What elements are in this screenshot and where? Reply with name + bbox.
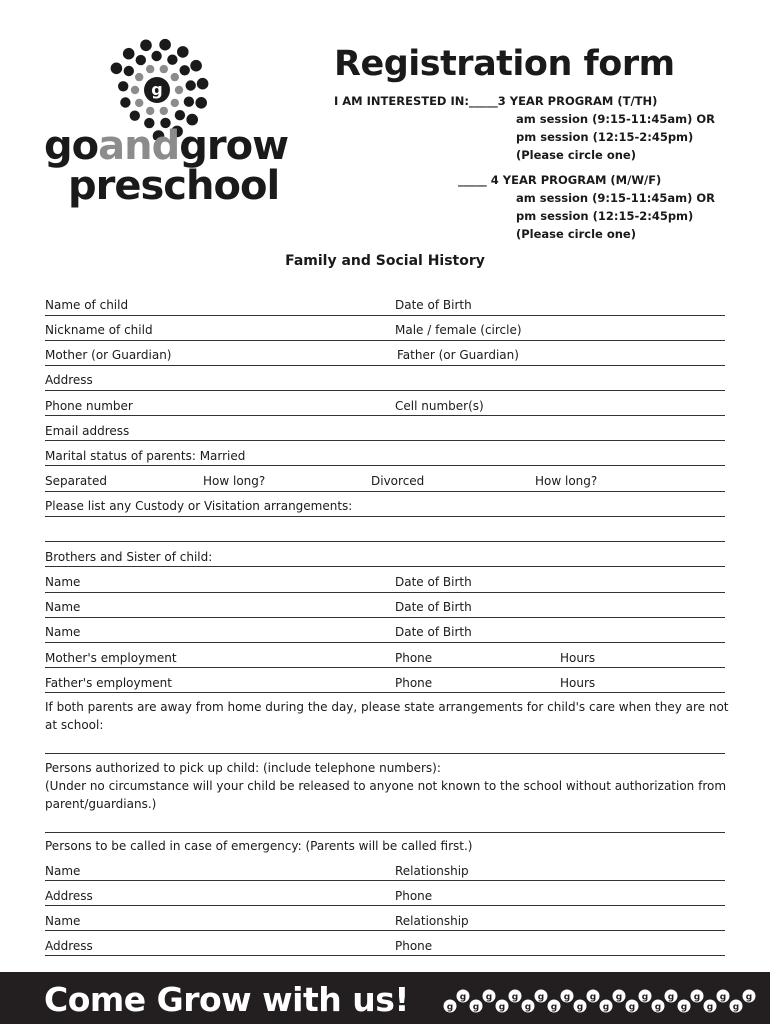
field-label-emergency-1-phone: Phone	[395, 889, 433, 903]
logo-dot	[130, 111, 140, 121]
logo-word-grow: grow	[179, 123, 289, 169]
field-label-mother-hours: Hours	[560, 651, 596, 665]
row-care-arrangements[interactable]	[45, 736, 725, 754]
field-label-emergency-2-phone: Phone	[395, 939, 433, 953]
field-label-emergency-1-address: Address	[45, 889, 93, 903]
row-emergency-2-name[interactable]	[45, 913, 725, 931]
logo-dot	[184, 97, 194, 107]
program2-blank[interactable]: _____	[458, 173, 487, 187]
logo-dot	[118, 81, 128, 91]
row-custody-extra[interactable]	[45, 524, 725, 542]
footer-g-letter: g	[537, 992, 545, 1003]
field-label-sibling-2-name: Name	[45, 600, 81, 614]
logo-dot	[195, 97, 207, 109]
program1-pm: pm session (12:15-2:45pm)	[516, 130, 694, 144]
footer-g-letter: g	[602, 1002, 610, 1013]
footer-g-letter: g	[667, 992, 675, 1003]
row-sibling-3[interactable]	[45, 625, 725, 643]
row-emergency-1-name[interactable]	[45, 863, 725, 881]
row-email[interactable]	[45, 423, 725, 441]
field-label-sibling-3-dob: Date of Birth	[395, 625, 472, 639]
logo-word-go: go	[44, 123, 99, 169]
footer-g-letter: g	[641, 992, 649, 1003]
logo-word-and: and	[98, 123, 180, 169]
field-label-sibling-1-dob: Date of Birth	[395, 575, 472, 589]
logo-dot	[186, 80, 196, 90]
field-label-pickup-note: (Under no circumstance will your child be released to anyone not known to the school without authorization from parent/guardians.)	[45, 779, 727, 811]
footer-g-letter: g	[485, 992, 493, 1003]
field-label-emergency-1-relationship: Relationship	[395, 864, 469, 878]
logo-dot	[123, 48, 135, 60]
logo-dot	[167, 55, 177, 65]
row-child-name[interactable]	[45, 298, 725, 316]
field-label-date-of-birth: Date of Birth	[395, 298, 472, 312]
interest-label: I AM INTERESTED IN:	[334, 94, 469, 108]
field-label-email: Email address	[45, 424, 130, 438]
field-label-how-long-2: How long?	[535, 474, 598, 488]
field-label-separated: Separated	[45, 474, 107, 488]
program1-am: am session (9:15-11:45am) OR	[516, 112, 715, 126]
logo-dot	[120, 97, 130, 107]
field-label-mother: Mother (or Guardian)	[45, 348, 172, 362]
program2-label: 4 YEAR PROGRAM (M/W/F)	[490, 173, 662, 187]
field-label-father-employment: Father's employment	[45, 676, 172, 690]
field-label-address: Address	[45, 373, 93, 387]
footer-g-letter: g	[693, 992, 701, 1003]
logo-dots-icon	[0, 0, 230, 140]
field-label-custody: Please list any Custody or Visitation arrangements:	[45, 499, 353, 513]
footer-g-letter: g	[680, 1002, 688, 1013]
field-label-emergency: Persons to be called in case of emergency: (Parents will be called first.)	[45, 839, 473, 853]
program2-line	[458, 171, 661, 189]
footer-slogan: Come Grow with us!	[44, 980, 409, 1019]
footer-g-letter: g	[706, 1002, 714, 1013]
logo-dot	[180, 65, 190, 75]
logo-dot	[160, 107, 168, 115]
logo-wordmark-top	[44, 124, 288, 168]
field-label-emergency-2-relationship: Relationship	[395, 914, 469, 928]
footer-g-letter: g	[745, 992, 753, 1003]
row-emergency-2-address[interactable]	[45, 938, 725, 956]
field-label-sibling-2-dob: Date of Birth	[395, 600, 472, 614]
logo-dot	[111, 63, 123, 75]
field-label-sibling-3-name: Name	[45, 625, 81, 639]
footer-g-letter: g	[732, 1002, 740, 1013]
section-title: Family and Social History	[285, 253, 485, 269]
field-label-emergency-2-name: Name	[45, 914, 81, 928]
program2-am: am session (9:15-11:45am) OR	[516, 191, 715, 205]
field-label-mother-phone: Phone	[395, 651, 433, 665]
footer-g-letter: g	[459, 992, 467, 1003]
field-label-sibling-1-name: Name	[45, 575, 81, 589]
interest-line	[334, 92, 657, 110]
field-label-how-long-1: How long?	[203, 474, 266, 488]
row-phone[interactable]	[45, 398, 725, 416]
logo-dot	[175, 86, 183, 94]
logo-dot	[135, 73, 143, 81]
row-sibling-1[interactable]	[45, 575, 725, 593]
logo-dot	[146, 107, 154, 115]
footer-g-letter: g	[511, 992, 519, 1003]
logo-dot	[151, 51, 161, 61]
field-label-emergency-1-name: Name	[45, 864, 81, 878]
field-label-care-arrangements: If both parents are away from home during the day, please state arrangements for child's care when they are not at school:	[45, 700, 729, 732]
logo-dot	[175, 110, 185, 120]
logo-dot	[140, 40, 152, 52]
logo-dot	[171, 99, 179, 107]
logo-dot	[146, 65, 154, 73]
field-label-father: Father (or Guardian)	[397, 348, 519, 362]
row-pickup[interactable]	[45, 815, 725, 833]
footer-g-letter: g	[472, 1002, 480, 1013]
program1-label: 3 YEAR PROGRAM (T/TH)	[497, 94, 658, 108]
field-label-father-phone: Phone	[395, 676, 433, 690]
field-label-marital-status: Marital status of parents: Married	[45, 449, 246, 463]
row-address[interactable]	[45, 373, 725, 391]
footer-g-letter: g	[563, 992, 571, 1003]
field-label-divorced: Divorced	[371, 474, 425, 488]
field-label-gender: Male / female (circle)	[395, 323, 522, 337]
field-label-phone-number: Phone number	[45, 399, 133, 413]
logo-dot	[131, 86, 139, 94]
footer-g-letter: g	[589, 992, 597, 1003]
footer-g-letter: g	[498, 1002, 506, 1013]
program2-pm: pm session (12:15-2:45pm)	[516, 209, 694, 223]
row-sibling-2[interactable]	[45, 600, 725, 618]
field-label-pickup: Persons authorized to pick up child: (include telephone numbers):	[45, 761, 441, 775]
logo-dot	[136, 55, 146, 65]
footer-g-letter: g	[576, 1002, 584, 1013]
footer-g-letter: g	[550, 1002, 558, 1013]
logo-dot	[171, 73, 179, 81]
field-label-father-hours: Hours	[560, 676, 596, 690]
footer-g-pattern-icon	[440, 978, 762, 1020]
logo-dot	[190, 60, 202, 72]
field-label-siblings: Brothers and Sister of child:	[45, 550, 213, 564]
program1-note: (Please circle one)	[516, 148, 636, 162]
program2-note: (Please circle one)	[516, 227, 636, 241]
logo-dot	[135, 99, 143, 107]
program1-blank[interactable]: _____	[468, 94, 498, 108]
row-emergency-1-address[interactable]	[45, 888, 725, 906]
logo-dot	[160, 65, 168, 73]
footer-g-letter: g	[615, 992, 623, 1003]
field-label-mother-employment: Mother's employment	[45, 651, 177, 665]
footer-g-letter: g	[654, 1002, 662, 1013]
footer-g-letter: g	[524, 1002, 532, 1013]
logo-dot	[197, 78, 209, 90]
footer-g-letter: g	[719, 992, 727, 1003]
logo-dot	[159, 39, 171, 51]
logo-wordmark-bottom: preschool	[68, 163, 280, 209]
logo-dot	[177, 46, 189, 58]
field-label-cell-numbers: Cell number(s)	[395, 399, 484, 413]
field-label-emergency-2-address: Address	[45, 939, 93, 953]
footer-g-letter: g	[628, 1002, 636, 1013]
footer-g-letter: g	[446, 1002, 454, 1013]
field-label-nickname: Nickname of child	[45, 323, 153, 337]
logo-badge-letter: g	[151, 80, 163, 99]
page-title: Registration form	[334, 44, 675, 84]
field-label-name-of-child: Name of child	[45, 298, 129, 312]
logo-dot	[124, 66, 134, 76]
